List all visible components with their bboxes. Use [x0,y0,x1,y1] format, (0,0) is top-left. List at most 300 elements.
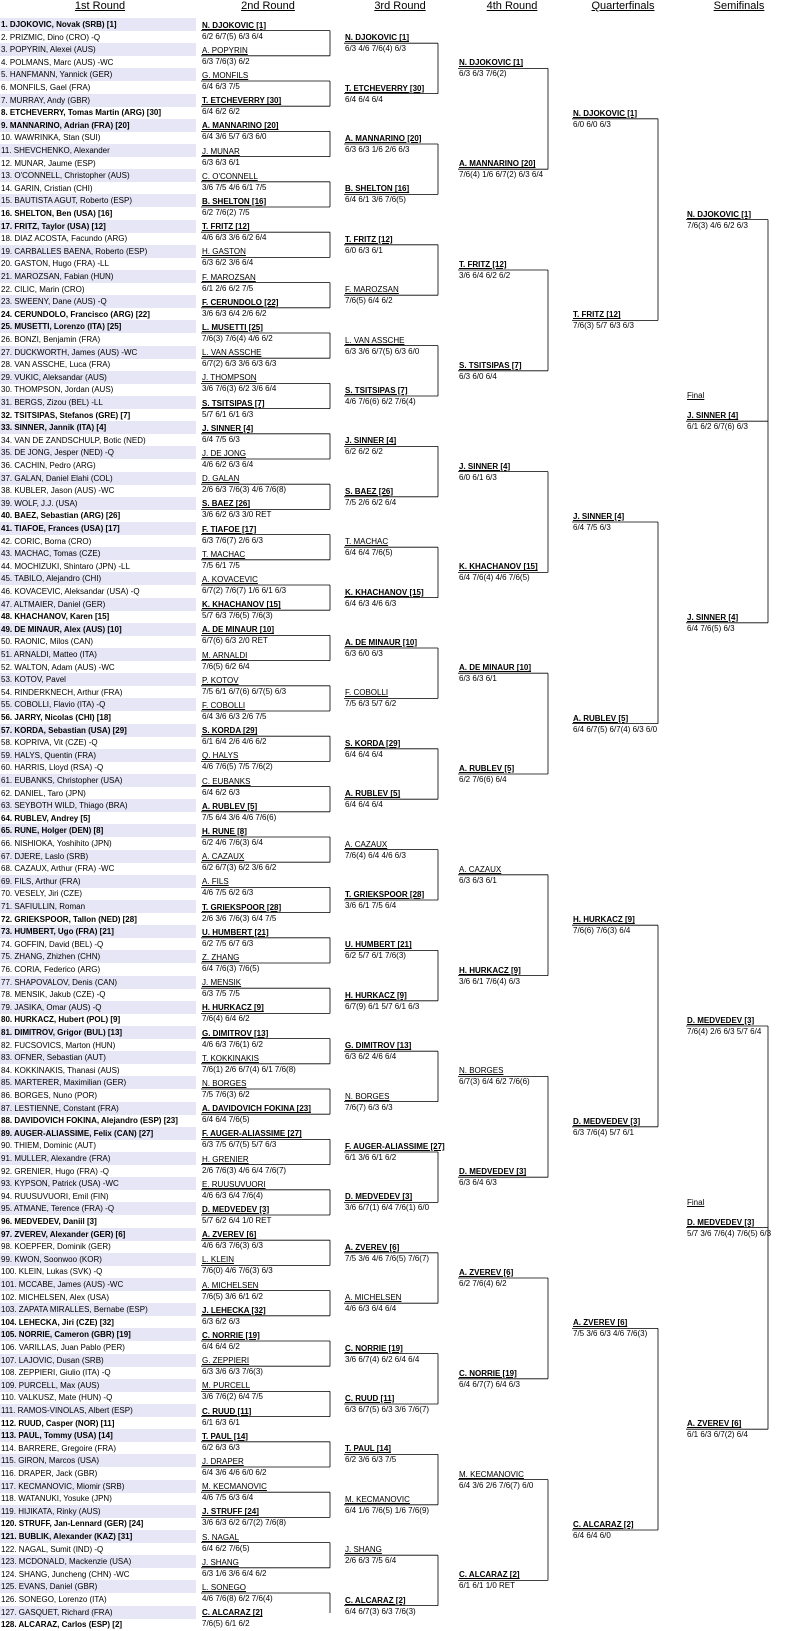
match-score: 6/2 6/7(5) 6/3 6/4 [202,31,263,41]
winner-name: N. BORGES [345,1091,390,1101]
first-round-player: 101. MCCABE, James (AUS) -WC [0,1278,196,1291]
first-round-player: 15. BAUTISTA AGUT, Roberto (ESP) [0,194,196,207]
winner-name: L. KLEIN [202,1255,235,1265]
match-score: 6/2 6/2 6/2 [345,447,383,457]
first-round-player: 43. MACHAC, Tomas (CZE) [0,547,196,560]
match-score: 7/6(1) 2/6 6/7(4) 6/1 7/6(8) [202,1064,296,1074]
winner-name: A. CAZAUX [202,852,245,862]
first-round-player: 48. KHACHANOV, Karen [15] [1,612,110,622]
match-score: 6/2 3/6 6/3 7/5 [345,1455,397,1465]
match-score: 6/4 3/6 5/7 6/3 6/0 [202,132,267,142]
match-score: 7/6(3) 7/6(4) 4/6 6/2 [202,334,273,343]
winner-name: A. MICHELSEN [202,1280,259,1290]
winner-name: T. FRITZ [12] [202,222,250,232]
match-score: 6/4 3/6 6/3 2/6 7/5 [202,712,267,721]
winner-name: A. KOVACEVIC [202,575,258,584]
winner-name: A. ZVEREV [6] [459,1268,514,1277]
first-round-player: 11. SHEVCHENKO, Alexander [0,144,196,157]
match-score: 6/0 6/1 6/3 [459,472,497,482]
match-score: 6/2 7/6(2) 7/5 [202,208,250,217]
first-round-player: 74. GOFFIN, David (BEL) -Q [1,939,104,949]
match-score: 6/1 6/4 2/6 4/6 6/2 [202,737,267,747]
match-score: 6/4 7/6(4) 4/6 7/6(5) [459,573,530,583]
winner-name: J. SHANG [202,1557,239,1567]
first-round-player: 58. KOPRIVA, Vit (CZE) -Q [1,738,98,748]
first-round-player: 13. O'CONNELL, Christopher (AUS) [0,169,196,182]
first-round-player: 71. SAFIULLIN, Roman [0,900,196,913]
first-round-player: 41. TIAFOE, Frances (USA) [17] [0,522,196,535]
winner-name: A. CAZAUX [459,864,502,874]
first-round-player: 39. WOLF, J.J. (USA) [0,497,196,510]
winner-name: A. RUBLEV [5] [459,764,515,773]
first-round-player: 99. KWON, Soonwoo (KOR) [0,1253,196,1266]
winner-name: S. KORDA [29] [202,726,258,736]
winner-name: D. MEDVEDEV [3] [459,1167,527,1177]
match-score: 6/2 7/6(4) 6/2 [459,1279,507,1288]
match-score: 7/6(6) 7/6(3) 6/4 [573,926,631,936]
match-score: 6/3 1/6 3/6 6/4 6/2 [202,1568,267,1578]
winner-name: N. DJOKOVIC [1] [345,33,410,43]
winner-name: H. HURKACZ [9] [202,1003,264,1013]
first-round-player: 9. MANNARINO, Adrian (FRA) [20] [0,119,196,132]
winner-name: H. HURKACZ [9] [459,965,521,975]
winner-name: D. GALAN [202,474,240,484]
match-score: 3/6 6/3 6/2 6/7(2) 7/6(8) [202,1518,287,1528]
first-round-player: 125. EVANS, Daniel (GBR) [0,1580,196,1593]
match-score: 6/4 7/6(5) 6/3 [687,623,735,633]
match-score: 6/1 6/3 6/7(2) 6/4 [687,1430,748,1440]
first-round-player: 3. POPYRIN, Alexei (AUS) [0,43,196,56]
first-round-player: 46. KOVACEVIC, Aleksandar (USA) -Q [1,587,140,596]
first-round-player: 90. THIEM, Dominic (AUT) [1,1141,96,1151]
winner-name: A. ZVEREV [6] [687,1419,742,1429]
match-score: 6/3 6/7(5) 6/3 3/6 7/6(7) [345,1405,430,1414]
match-score: 6/1 2/6 6/2 7/5 [202,283,254,293]
first-round-player: 30. THOMPSON, Jordan (AUS) [1,385,114,395]
winner-name: Z. ZHANG [202,953,240,962]
first-round-player: 108. ZEPPIERI, Giulio (ITA) -Q [1,1368,111,1378]
winner-name: J. LEHECKA [32] [202,1305,266,1315]
first-round-player: 54. RINDERKNECH, Arthur (FRA) [1,687,123,697]
winner-name: H. GASTON [202,247,246,257]
first-round-player: 72. GRIEKSPOOR, Tallon (NED) [28] [1,914,137,924]
first-round-player: 87. LESTIENNE, Constant (FRA) [0,1102,196,1115]
match-score: 7/5 6/4 3/6 4/6 7/6(6) [202,812,277,822]
first-round-player: 14. GARIN, Cristian (CHI) [1,183,93,193]
winner-name: K. KHACHANOV [15] [345,587,424,597]
winner-name: N. BORGES [459,1066,504,1076]
first-round-player: 92. GRENIER, Hugo (FRA) -Q [1,1166,110,1176]
match-score: 3/6 6/2 6/3 3/0 RET [202,510,272,520]
winner-name: T. FRITZ [12] [573,310,621,320]
winner-name: J. DE JONG [202,449,247,458]
match-score: 6/3 4/6 7/6(4) 6/3 [345,44,406,54]
match-score: 7/6(5) 6/2 6/4 [202,661,250,671]
match-score: 6/7(2) 7/6(7) 1/6 6/1 6/3 [202,586,287,595]
winner-name: J. STRUFF [24] [202,1507,259,1517]
match-score: 4/6 7/5 6/3 6/4 [202,1493,254,1503]
first-round-player: 6. MONFILS, Gael (FRA) [1,83,91,92]
winner-name: N. DJOKOVIC [1] [573,108,638,118]
winner-name: S. BAEZ [26] [202,499,251,509]
match-score: 6/4 6/4 6/4 [345,800,383,810]
winner-name: A. DE MINAUR [10] [345,638,418,647]
winner-name: A. ZVEREV [6] [202,1230,257,1240]
first-round-player: 40. BAEZ, Sebastian (ARG) [26] [1,511,121,521]
match-score: 7/5 6/1 7/5 [202,560,240,570]
first-round-player: 100. KLEIN, Lukas (SVK) -Q [1,1267,103,1277]
match-score: 3/6 6/7(4) 6/2 6/4 6/4 [345,1354,420,1364]
first-round-player: 119. HIJIKATA, Rinky (AUS) [0,1505,196,1518]
first-round-player: 118. WATANUKI, Yosuke (JPN) [1,1494,112,1504]
winner-name: K. KHACHANOV [15] [202,600,281,610]
winner-name: A. MANNARINO [20] [459,159,536,169]
round-header-2: 2nd Round [241,0,295,12]
match-score: 7/6(7) 6/3 6/3 [345,1102,393,1112]
first-round-player: 33. SINNER, Jannik (ITA) [4] [0,421,196,434]
first-round-player: 49. DE MINAUR, Alex (AUS) [10] [0,623,196,636]
match-score: 6/2 7/6(6) 6/4 [459,775,507,784]
winner-name: H. HURKACZ [9] [345,990,407,1000]
match-score: 7/6(4) 1/6 6/7(2) 6/3 6/4 [459,170,544,180]
winner-name: Q. HALYS [202,751,239,761]
winner-name: C. NORRIE [19] [202,1331,260,1340]
round-header-5: Quarterfinals [591,0,655,12]
winner-name: M. KECMANOVIC [459,1469,524,1479]
match-score: 6/3 3/6 6/3 7/6(3) [202,1367,263,1377]
winner-name: J. SINNER [4] [202,423,254,433]
winner-name: F. TIAFOE [17] [202,524,257,534]
match-score: 6/4 6/4 6/4 [345,749,383,759]
winner-name: A. DE MINAUR [10] [459,663,532,673]
match-score: 4/6 7/6(6) 6/2 7/6(4) [345,397,416,406]
first-round-player: 126. SONEGO, Lorenzo (ITA) [1,1595,107,1604]
winner-name: N. DJOKOVIC [1] [459,58,524,68]
match-score: 5/7 6/1 6/1 6/3 [202,409,254,419]
match-score: 6/4 7/5 6/3 [573,523,611,532]
first-round-player: 123. MCDONALD, Mackenzie (USA) [0,1555,196,1568]
first-round-player: 67. DJERE, Laslo (SRB) [0,850,196,863]
match-score: 6/4 6/2 6/2 [202,107,240,117]
match-score: 6/3 7/6(4) 5/7 6/1 [573,1127,634,1137]
winner-name: F. COBOLLI [345,688,389,698]
match-score: 6/4 6/7(7) 6/4 6/3 [459,1379,520,1389]
first-round-player: 17. FRITZ, Taylor (USA) [12] [0,220,196,233]
winner-name: N. DJOKOVIC [1] [687,209,752,219]
match-score: 7/6(5) 6/4 6/2 [345,296,393,306]
first-round-player: 62. DANIEL, Taro (JPN) [1,788,86,798]
match-score: 3/6 6/3 6/4 2/6 6/2 [202,308,267,318]
final-score: 5/7 3/6 7/6(4) 7/6(5) 6/3 [687,1228,772,1238]
first-round-player: 80. HURKACZ, Hubert (POL) [9] [1,1015,121,1025]
winner-name: A. ZVEREV [6] [345,1242,400,1252]
match-score: 7/6(5) 6/1 6/2 [202,1619,250,1629]
winner-name: F. MAROZSAN [202,272,256,282]
winner-name: J. MUNAR [202,146,240,156]
first-round-player: 57. KORDA, Sebastian (USA) [29] [0,724,196,737]
first-round-player: 32. TSITSIPAS, Stefanos (GRE) [7] [1,410,131,420]
first-round-player: 26. BONZI, Benjamin (FRA) [1,335,101,344]
first-round-player: 84. KOKKINAKIS, Thanasi (AUS) [1,1065,120,1075]
first-round-player: 77. SHAPOVALOV, Denis (CAN) [0,976,196,989]
winner-name: T. PAUL [14] [345,1444,391,1454]
winner-name: J. DRAPER [202,1457,244,1466]
first-round-player: 42. CORIC, Borna (CRO) [1,536,92,546]
first-round-player: 56. JARRY, Nicolas (CHI) [18] [1,713,111,722]
round-header-6: Semifinals [713,0,765,12]
match-score: 7/6(3) 4/6 6/2 6/3 [687,220,748,230]
winner-name: A. RUBLEV [5] [345,789,401,799]
winner-name: A. DE MINAUR [10] [202,625,275,635]
match-score: 6/3 6/3 6/1 [459,674,497,684]
match-score: 2/6 6/3 7/6(3) 4/6 7/6(8) [202,485,287,495]
first-round-player: 60. HARRIS, Lloyd (RSA) -Q [1,763,104,773]
winner-name: B. SHELTON [16] [345,184,410,194]
winner-name: C. NORRIE [19] [345,1343,403,1353]
winner-name: J. SINNER [4] [573,512,625,521]
first-round-player: 19. CARBALLES BAENA, Roberto (ESP) [0,245,196,258]
first-round-player: 23. SWEENY, Dane (AUS) -Q [0,295,196,308]
first-round-player: 111. RAMOS-VINOLAS, Albert (ESP) [0,1404,196,1417]
winner-name: J. THOMPSON [202,373,257,383]
match-score: 6/3 6/2 3/6 6/4 [202,258,254,268]
first-round-player: 95. ATMANE, Terence (FRA) -Q [0,1202,196,1215]
winner-name: C. O'CONNELL [202,171,258,181]
match-score: 7/6(4) 2/6 6/3 5/7 6/4 [687,1027,762,1036]
winner-name: A. FILS [202,877,229,887]
first-round-player: 96. MEDVEDEV, Daniil [3] [1,1217,97,1226]
match-score: 6/3 6/3 1/6 2/6 6/3 [345,145,410,154]
match-score: 5/7 6/2 6/4 1/0 RET [202,1216,272,1225]
first-round-player: 70. VESELY, Jiri (CZE) [1,889,83,899]
match-score: 2/6 7/6(3) 4/6 6/4 7/6(7) [202,1165,287,1175]
first-round-player: 115. GIRON, Marcos (USA) [0,1454,196,1467]
first-round-player: 47. ALTMAIER, Daniel (GER) [0,598,196,611]
first-round-player: 102. MICHELSEN, Alex (USA) [1,1292,110,1302]
winner-name: C. RUUD [11] [202,1406,252,1416]
winner-name: K. KHACHANOV [15] [459,562,538,572]
winner-name: G. DIMITROV [13] [345,1041,412,1051]
match-score: 6/3 7/6(3) 6/2 [202,56,250,66]
first-round-player: 82. FUCSOVICS, Marton (HUN) [1,1040,116,1050]
winner-name: S. NAGAL [202,1532,239,1542]
match-score: 4/6 6/3 3/6 6/2 6/4 [202,233,267,243]
match-score: 6/7(9) 6/1 5/7 6/1 6/3 [345,1001,420,1011]
match-score: 6/2 4/6 7/6(3) 6/4 [202,838,263,847]
winner-name: A. ZVEREV [6] [573,1318,628,1328]
match-score: 6/3 6/2 4/6 6/4 [345,1052,397,1062]
first-round-player: 114. BARRERE, Gregoire (FRA) [1,1443,116,1453]
match-score: 7/6(0) 4/6 7/6(3) 6/3 [202,1266,273,1276]
winner-name: E. RUUSUVUORI [202,1179,266,1189]
winner-name: A. POPYRIN [202,45,248,55]
match-score: 6/3 6/4 6/3 [459,1178,497,1188]
first-round-player: 36. CACHIN, Pedro (ARG) [1,461,96,470]
match-score: 6/3 3/6 6/7(5) 6/3 6/0 [345,346,420,356]
first-round-player: 22. CILIC, Marin (CRO) [1,284,85,294]
first-round-player: 59. HALYS, Quentin (FRA) [0,749,196,762]
first-round-player: 4. POLMANS, Marc (AUS) -WC [1,57,114,67]
winner-name: A. RUBLEV [5] [202,801,258,811]
winner-name: A. RUBLEV [5] [573,713,629,723]
winner-name: A. MICHELSEN [345,1293,402,1303]
winner-name: L. VAN ASSCHE [345,335,405,345]
first-round-player: 51. ARNALDI, Matteo (ITA) [0,648,196,661]
first-round-player: 112. RUUD, Casper (NOR) [11] [1,1418,115,1428]
winner-name: U. HUMBERT [21] [345,940,412,950]
first-round-player: 55. COBOLLI, Flavio (ITA) -Q [0,698,196,711]
first-round-player: 38. KUBLER, Jason (AUS) -WC [1,486,115,496]
winner-name: F. AUGER-ALIASSIME [27] [345,1142,445,1151]
first-round-player: 5. HANFMANN, Yannick (GER) [0,68,196,81]
first-round-player: 88. DAVIDOVICH FOKINA, Alejandro (ESP) [23] [1,1116,178,1126]
winner-name: N. BORGES [202,1079,247,1088]
match-score: 3/6 7/6(3) 6/2 3/6 6/4 [202,384,277,394]
first-round-player: 65. RUNE, Holger (DEN) [8] [0,824,196,837]
first-round-player: 98. KOEPFER, Dominik (GER) [1,1242,111,1252]
first-round-player: 73. HUMBERT, Ugo (FRA) [21] [0,925,196,938]
match-score: 7/5 3/6 6/3 4/6 7/6(3) [573,1329,648,1339]
winner-name: T. PAUL [14] [202,1431,248,1441]
winner-name: C. ALCARAZ [2] [573,1520,634,1529]
match-score: 7/5 6/3 5/7 6/2 [345,699,397,709]
match-score: 4/6 7/5 6/2 6/3 [202,888,254,898]
match-score: 6/4 3/6 2/6 7/6(7) 6/0 [459,1480,534,1490]
match-score: 6/2 6/7(3) 6/2 3/6 6/2 [202,863,277,873]
match-score: 6/0 6/0 6/3 [573,119,611,129]
finalist-name: J. SINNER [4] [687,411,739,421]
winner-name: T. MACHAC [202,549,246,559]
match-score: 4/6 6/3 7/6(1) 6/2 [202,1039,263,1049]
match-score: 7/5 7/6(3) 6/2 [202,1090,250,1099]
match-score: 7/6(4) 6/4 6/2 [202,1014,250,1024]
winner-name: T. FRITZ [12] [345,234,393,244]
winner-name: F. CERUNDOLO [22] [202,297,279,307]
winner-name: F. AUGER-ALIASSIME [27] [202,1129,302,1139]
winner-name: A. DAVIDOVICH FOKINA [23] [202,1104,311,1114]
first-round-player: 124. SHANG, Juncheng (CHN) -WC [1,1569,130,1579]
winner-name: A. MANNARINO [20] [345,134,422,143]
winner-name: D. MEDVEDEV [3] [345,1192,413,1202]
first-round-player: 109. PURCELL, Max (AUS) [0,1379,196,1392]
first-round-player: 97. ZVEREV, Alexander (GER) [6] [0,1228,196,1241]
winner-name: M. ARNALDI [202,650,248,660]
first-round-player: 86. BORGES, Nuno (POR) [1,1091,98,1100]
first-round-player: 63. SEYBOTH WILD, Thiago (BRA) [0,799,196,812]
match-score: 6/1 6/1 1/0 RET [459,1581,516,1591]
match-score: 4/6 6/2 6/3 6/4 [202,460,254,469]
first-round-player: 104. LEHECKA, Jiri (CZE) [32] [1,1317,114,1327]
first-round-player: 103. ZAPATA MIRALLES, Bernabe (ESP) [0,1303,196,1316]
winner-name: H. GRENIER [202,1154,249,1164]
winner-name: G. ZEPPIERI [202,1356,250,1366]
first-round-player: 50. RAONIC, Milos (CAN) [1,637,94,647]
winner-name: N. DJOKOVIC [1] [202,20,267,30]
match-score: 6/4 6/3 4/6 6/3 [345,598,397,608]
winner-name: C. ALCARAZ [2] [459,1570,520,1580]
first-round-player: 7. MURRAY, Andy (GBR) [0,94,196,107]
winner-name: S. KORDA [29] [345,738,401,748]
match-score: 6/7(6) 6/3 2/0 RET [202,636,268,646]
match-score: 6/3 7/5 7/5 [202,989,240,999]
first-round-player: 78. MENSIK, Jakub (CZE) -Q [1,990,106,1000]
winner-name: J. SINNER [4] [687,612,739,622]
first-round-player: 24. CERUNDOLO, Francisco (ARG) [22] [1,309,150,319]
match-score: 6/3 6/3 7/6(2) [459,69,507,79]
winner-name: C. ALCARAZ [2] [202,1608,263,1618]
match-score: 3/6 7/5 4/6 6/1 7/5 [202,182,267,192]
winner-name: T. FRITZ [12] [459,260,507,269]
first-round-player: 85. MARTERER, Maximilian (GER) [0,1076,196,1089]
first-round-player: 53. KOTOV, Pavel [0,673,196,686]
winner-name: M. PURCELL [202,1381,251,1391]
match-score: 4/6 6/3 7/6(3) 6/3 [202,1241,263,1251]
first-round-player: 93. KYPSON, Patrick (USA) -WC [0,1177,196,1190]
match-score: 4/6 6/3 6/4 7/6(4) [202,1190,263,1200]
first-round-player: 64. RUBLEV, Andrey [5] [1,813,91,823]
match-score: 4/6 7/6(8) 6/2 7/6(4) [202,1594,273,1603]
winner-name: A. MANNARINO [20] [202,121,279,131]
first-round-player: 94. RUUSUVUORI, Emil (FIN) [1,1191,109,1201]
first-round-player: 28. VAN ASSCHE, Luca (FRA) [1,360,111,370]
match-score: 4/6 6/3 6/4 6/4 [345,1304,397,1314]
first-round-player: 20. GASTON, Hugo (FRA) -LL [1,259,109,269]
winner-name: J. SINNER [4] [345,436,397,446]
match-score: 6/4 6/2 6/3 [202,787,240,797]
match-score: 7/6(3) 5/7 6/3 6/3 [573,321,634,331]
first-round-player: 35. DE JONG, Jesper (NED) -Q [0,446,196,459]
match-score: 6/1 6/3 6/1 [202,1417,240,1427]
first-round-player: 1. DJOKOVIC, Novak (SRB) [1] [0,18,196,31]
first-round-player: 68. CAZAUX, Arthur (FRA) -WC [1,864,115,874]
match-score: 6/4 6/7(5) 6/7(4) 6/3 6/0 [573,724,658,734]
match-score: 6/2 5/7 6/1 7/6(3) [345,951,406,961]
match-score: 6/4 6/1 3/6 7/6(5) [345,195,406,205]
match-score: 6/3 6/0 6/4 [459,371,497,381]
winner-name: P. KOTOV [202,675,239,685]
match-score: 6/0 6/3 6/1 [345,245,383,255]
match-score: 6/4 7/5 6/3 [202,434,240,444]
first-round-player: 75. ZHANG, Zhizhen (CHN) [0,950,196,963]
first-round-player: 128. ALCARAZ, Carlos (ESP) [2] [1,1620,123,1630]
round-header-4: 4th Round [486,0,538,12]
match-score: 6/4 3/6 4/6 6/0 6/2 [202,1468,267,1477]
first-round-player: 2. PRIZMIC, Dino (CRO) -Q [1,32,101,42]
winner-name: T. KOKKINAKIS [202,1053,259,1063]
match-score: 7/5 3/6 4/6 7/6(5) 7/6(7) [345,1253,430,1263]
match-score: 6/4 6/2 7/6(5) [202,1543,250,1553]
first-round-player: 127. GASQUET, Richard (FRA) [0,1606,196,1619]
final-label: Final [687,1197,705,1207]
winner-name: D. MEDVEDEV [3] [573,1116,641,1126]
match-score: 7/6(4) 6/4 4/6 6/3 [345,850,406,860]
winner-name: S. TSITSIPAS [7] [345,386,408,395]
winner-name: T. MACHAC [345,537,389,547]
round-header-1: 1st Round [74,0,126,12]
match-score: 7/5 6/1 6/7(6) 6/7(5) 6/3 [202,686,287,696]
winner-name: M. KECMANOVIC [345,1494,410,1504]
first-round-player: 69. FILS, Arthur (FRA) [0,875,196,888]
finalist-name: D. MEDVEDEV [3] [687,1217,755,1227]
match-score: 6/1 3/6 6/1 6/2 [345,1153,397,1162]
winner-name: D. MEDVEDEV [3] [202,1205,270,1214]
match-score: 6/2 7/5 6/7 6/3 [202,938,254,948]
winner-name: L. SONEGO [202,1583,247,1592]
match-score: 6/3 6/0 6/3 [345,649,383,658]
match-score: 6/3 7/6(7) 2/6 6/3 [202,535,263,545]
first-round-player: 89. AUGER-ALIASSIME, Felix (CAN) [27] [0,1127,196,1140]
first-round-player: 79. JASIKA, Omar (AUS) -Q [0,1001,196,1014]
